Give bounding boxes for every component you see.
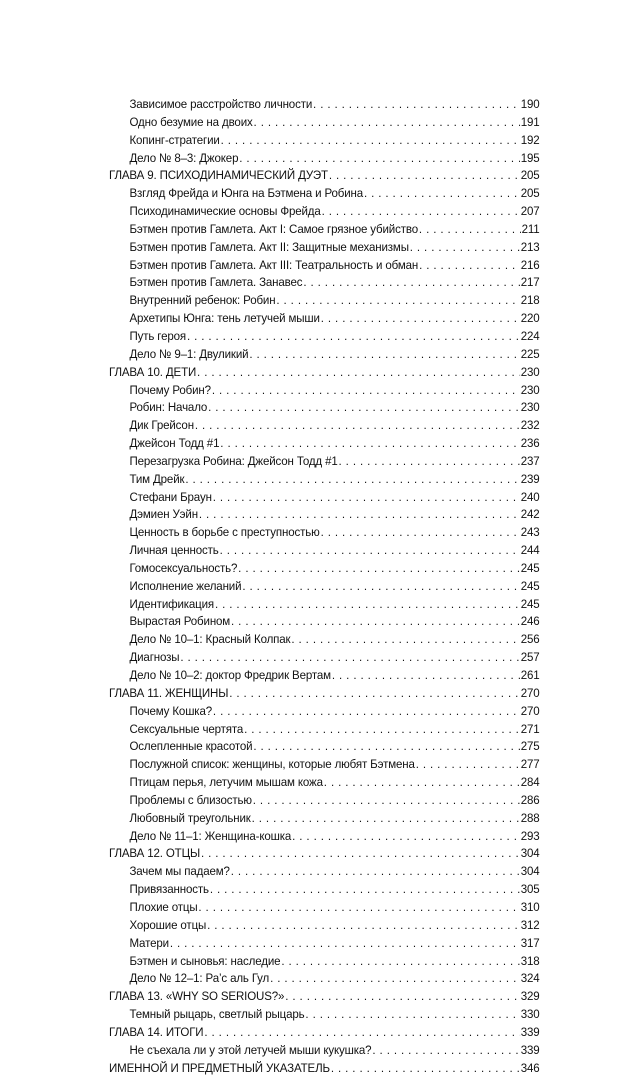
toc-entry-page-number: 245 (520, 560, 540, 575)
dot-leader (221, 132, 520, 150)
toc-entry-title: Дело № 10–1: Красный Колпак (129, 632, 291, 647)
dot-leader (419, 257, 520, 275)
toc-entry-title: Исполнение желаний (129, 578, 242, 593)
toc-entry-title: Архетипы Юнга: тень летучей мыши (129, 311, 320, 326)
toc-section-entry (109, 524, 540, 542)
toc-entry-title: Джейсон Тодд #1 (129, 436, 220, 451)
toc-entry-title: Дело № 8–3: Джокер (129, 150, 239, 165)
toc-entry-title: Плохие отцы (129, 899, 198, 914)
toc-section-entry (109, 382, 540, 400)
toc-entry-page-number: 242 (520, 507, 540, 522)
toc-section-entry (109, 310, 540, 328)
toc-section-entry (109, 560, 540, 578)
dot-leader (253, 738, 519, 756)
toc-entry-title: Бэтмен против Гамлета. Акт II: Защитные механизмы (129, 239, 409, 254)
toc-section-entry (109, 239, 540, 257)
dot-leader (332, 667, 520, 685)
dot-leader (321, 524, 520, 542)
toc-entry-page-number: 275 (520, 739, 540, 754)
toc-section-entry (109, 417, 540, 435)
toc-entry-page-number: 324 (520, 971, 540, 986)
toc-entry-page-number: 245 (520, 596, 540, 611)
toc-entry-page-number: 220 (520, 311, 540, 326)
toc-entry-title: Зачем мы падаем? (129, 864, 230, 879)
toc-entry-page-number: 277 (520, 757, 540, 772)
dot-leader (372, 1042, 519, 1060)
toc-section-entry (109, 953, 540, 971)
toc-chapter-entry (109, 685, 540, 703)
toc-entry-title: Сексуальные чертята (129, 721, 244, 736)
toc-entry-page-number: 271 (520, 721, 540, 736)
toc-section-entry (109, 96, 540, 114)
toc-entry-title: Диагнозы (129, 650, 180, 665)
toc-entry-page-number: 224 (520, 328, 540, 343)
toc-section-entry (109, 792, 540, 810)
toc-entry-page-number: 207 (520, 204, 540, 219)
toc-section-entry (109, 150, 540, 168)
toc-section-entry (109, 292, 540, 310)
toc-entry-title: Стефани Браун (129, 489, 212, 504)
dot-leader (213, 489, 520, 507)
dot-leader (239, 150, 520, 168)
toc-entry-page-number: 304 (520, 864, 540, 879)
toc-entry-title: Одно безумие на двоих (129, 114, 253, 129)
toc-entry-page-number: 329 (520, 989, 540, 1004)
toc-section-entry (109, 613, 540, 631)
toc-entry-page-number: 318 (520, 953, 540, 968)
toc-entry-page-number: 218 (520, 293, 540, 308)
dot-leader (220, 435, 520, 453)
dot-leader (249, 346, 519, 364)
toc-section-entry (109, 756, 540, 774)
toc-entry-page-number: 230 (520, 400, 540, 415)
toc-section-entry (109, 738, 540, 756)
toc-entry-title: Тим Дрейк (129, 471, 185, 486)
toc-entry-page-number: 256 (520, 632, 540, 647)
dot-leader (238, 560, 520, 578)
toc-entry-title: ГЛАВА 13. «WHY SO SERIOUS?» (109, 989, 285, 1004)
toc-section-entry (109, 542, 540, 560)
toc-entry-title: Психодинамические основы Фрейда (129, 204, 321, 219)
dot-leader (187, 328, 520, 346)
dot-leader (170, 935, 520, 953)
toc-section-entry (109, 132, 540, 150)
toc-chapter-entry (109, 845, 540, 863)
dot-leader (201, 845, 520, 863)
toc-entry-page-number: 270 (520, 703, 540, 718)
dot-leader (210, 881, 520, 899)
toc-entry-page-number: 239 (520, 471, 540, 486)
toc-entry-page-number: 216 (520, 257, 540, 272)
dot-leader (215, 596, 520, 614)
toc-section-entry (109, 917, 540, 935)
toc-entry-title: ГЛАВА 12. ОТЦЫ (109, 846, 201, 861)
dot-leader (331, 1060, 520, 1077)
toc-entry-page-number: 339 (520, 1024, 540, 1039)
toc-entry-page-number: 330 (520, 1007, 540, 1022)
toc-entry-title: Дело № 12–1: Ра’с аль Гул (129, 971, 270, 986)
toc-section-entry (109, 399, 540, 417)
toc-entry-title: Дело № 9–1: Двуликий (129, 346, 249, 361)
toc-entry-page-number: 312 (520, 917, 540, 932)
toc-section-entry (109, 1042, 540, 1060)
toc-entry-page-number: 270 (520, 685, 540, 700)
toc-section-entry (109, 596, 540, 614)
dot-leader (180, 649, 519, 667)
toc-entry-title: Личная ценность (129, 543, 219, 558)
toc-entry-page-number: 261 (520, 668, 540, 682)
toc-section-entry (109, 185, 540, 203)
toc-entry-title: Ослепленные красотой (129, 739, 253, 754)
toc-entry-title: Гомосексуальность? (129, 560, 238, 575)
toc-entry-page-number: 205 (520, 186, 540, 201)
toc-entry-title: Не съехала ли у этой летучей мыши кукушка? (129, 1042, 372, 1057)
dot-leader (252, 810, 520, 828)
toc-entry-page-number: 236 (520, 436, 540, 451)
toc-entry-title: Послужной список: женщины, которые любят Бэтмена (129, 757, 415, 772)
dot-leader (324, 774, 520, 792)
toc-entry-title: Матери (129, 935, 169, 950)
toc-entry-page-number: 230 (520, 382, 540, 397)
toc-section-entry (109, 703, 540, 721)
dot-leader (276, 292, 519, 310)
toc-entry-title: Взгляд Фрейда и Юнга на Бэтмена и Робина (129, 186, 364, 201)
toc-entry-page-number: 317 (520, 935, 540, 950)
dot-leader (185, 471, 520, 489)
toc-entry-page-number: 339 (520, 1042, 540, 1057)
toc-entry-title: Дело № 10–2: доктор Фредрик Вертам (129, 668, 331, 682)
toc-entry-title: Перезагрузка Робина: Джейсон Тодд #1 (129, 453, 338, 468)
toc-entry-title: ГЛАВА 14. ИТОГИ (109, 1024, 204, 1039)
dot-leader (270, 970, 520, 988)
toc-section-entry (109, 935, 540, 953)
dot-leader (313, 96, 520, 114)
dot-leader (364, 185, 520, 203)
toc-section-entry (109, 828, 540, 846)
toc-section-entry (109, 489, 540, 507)
toc-entry-title: Проблемы с близостью (129, 792, 252, 807)
toc-entry-title: Ценность в борьбе с преступностью (129, 525, 320, 540)
toc-section-entry (109, 649, 540, 667)
toc-section-entry (109, 471, 540, 489)
toc-entry-page-number: 240 (520, 489, 540, 504)
dot-leader (229, 685, 520, 703)
toc-entry-title: Вырастая Робином (129, 614, 231, 629)
toc-entry-title: ГЛАВА 9. ПСИХОДИНАМИЧЕСКИЙ ДУЭТ (109, 168, 328, 183)
toc-entry-page-number: 310 (520, 899, 540, 914)
toc-entry-page-number: 245 (520, 578, 540, 593)
toc-entry-title: Робин: Начало (129, 400, 208, 415)
toc-section-entry (109, 721, 540, 739)
toc-entry-page-number: 288 (520, 810, 540, 825)
dot-leader (212, 382, 520, 400)
toc-section-entry (109, 578, 540, 596)
toc-entry-page-number: 346 (520, 1060, 540, 1075)
dot-leader (199, 506, 520, 524)
dot-leader (329, 167, 520, 185)
toc-entry-page-number: 304 (520, 846, 540, 861)
toc-entry-page-number: 217 (520, 275, 540, 290)
dot-leader (416, 756, 520, 774)
toc-entry-page-number: 192 (520, 132, 540, 147)
toc-entry-page-number: 230 (520, 364, 540, 379)
dot-leader (242, 578, 520, 596)
toc-section-entry (109, 346, 540, 364)
toc-entry-title: Бэтмен против Гамлета. Акт I: Самое грязное убийство (129, 221, 418, 236)
toc-section-entry (109, 506, 540, 524)
dot-leader (244, 721, 520, 739)
toc-entry-page-number: 284 (520, 775, 540, 790)
toc-entry-title: Любовный треугольник (129, 810, 251, 825)
toc-section-entry (109, 970, 540, 988)
toc-section-entry (109, 328, 540, 346)
toc-entry-page-number: 237 (520, 453, 540, 468)
dot-leader (231, 613, 520, 631)
dot-leader (281, 953, 520, 971)
toc-entry-page-number: 244 (520, 543, 540, 558)
dot-leader (305, 1006, 519, 1024)
toc-chapter-entry (109, 167, 540, 185)
toc-entry-page-number: 293 (520, 828, 540, 843)
toc-entry-title: ГЛАВА 10. ДЕТИ (109, 364, 197, 379)
toc-entry-title: Дэмиен Уэйн (129, 507, 198, 522)
toc-entry-page-number: 190 (520, 97, 540, 111)
toc-section-entry (109, 257, 540, 275)
dot-leader (231, 863, 520, 881)
dot-leader (198, 899, 519, 917)
toc-entry-title: ИМЕННОЙ И ПРЕДМЕТНЫЙ УКАЗАТЕЛЬ (109, 1060, 330, 1075)
toc-section-entry (109, 881, 540, 899)
toc-entry-title: Дик Грейсон (129, 418, 194, 433)
dot-leader (303, 274, 519, 292)
toc-entry-title: Бэтмен и сыновья: наследие (129, 953, 281, 968)
dot-leader (322, 203, 520, 221)
toc-chapter-entry (109, 1060, 540, 1077)
toc-entry-title: Идентификация (129, 596, 215, 611)
toc-entry-page-number: 286 (520, 792, 540, 807)
toc-entry-page-number: 257 (520, 650, 540, 665)
dot-leader (220, 542, 520, 560)
toc-chapter-entry (109, 988, 540, 1006)
dot-leader (204, 1024, 519, 1042)
toc-section-entry (109, 1006, 540, 1024)
toc-section-entry (109, 774, 540, 792)
toc-entry-title: Птицам перья, летучим мышам кожа (129, 775, 323, 790)
dot-leader (213, 703, 520, 721)
toc-entry-page-number: 191 (520, 114, 540, 129)
dot-leader (419, 221, 521, 239)
dot-leader (253, 792, 520, 810)
table-of-contents (109, 96, 540, 1077)
dot-leader (197, 364, 520, 382)
toc-entry-title: Бэтмен против Гамлета. Акт III: Театральность и обман (129, 257, 419, 272)
dot-leader (291, 631, 519, 649)
toc-entry-page-number: 225 (520, 346, 540, 361)
toc-entry-page-number: 213 (520, 239, 540, 254)
dot-leader (292, 828, 520, 846)
toc-entry-title: Почему Кошка? (129, 703, 212, 718)
toc-section-entry (109, 631, 540, 649)
dot-leader (410, 239, 520, 257)
toc-entry-page-number: 246 (520, 614, 540, 629)
dot-leader (254, 114, 520, 132)
toc-entry-page-number: 232 (520, 418, 540, 433)
toc-section-entry (109, 453, 540, 471)
toc-chapter-entry (109, 364, 540, 382)
toc-entry-page-number: 195 (520, 150, 540, 165)
toc-section-entry (109, 435, 540, 453)
toc-entry-title: Зависимое расстройство личности (129, 97, 313, 111)
toc-entry-title: Путь героя (129, 328, 187, 343)
toc-entry-title: Копинг-стратегии (129, 132, 220, 147)
toc-section-entry (109, 203, 540, 221)
toc-entry-title: Привязанность (129, 882, 209, 897)
toc-section-entry (109, 221, 540, 239)
toc-chapter-entry (109, 1024, 540, 1042)
toc-section-entry (109, 114, 540, 132)
dot-leader (321, 310, 520, 328)
toc-entry-title: Хорошие отцы (129, 917, 207, 932)
toc-entry-title: Бэтмен против Гамлета. Занавес (129, 275, 303, 290)
toc-section-entry (109, 863, 540, 881)
toc-entry-page-number: 305 (520, 882, 540, 897)
toc-entry-page-number: 205 (520, 168, 540, 183)
dot-leader (339, 453, 520, 471)
dot-leader (207, 917, 520, 935)
toc-entry-page-number: 211 (521, 221, 540, 236)
toc-entry-title: Дело № 11–1: Женщина-кошка (129, 828, 292, 843)
toc-section-entry (109, 899, 540, 917)
toc-section-entry (109, 810, 540, 828)
toc-entry-title: Темный рыцарь, светлый рыцарь (129, 1007, 305, 1022)
dot-leader (285, 988, 520, 1006)
toc-entry-title: Внутренний ребенок: Робин (129, 293, 276, 308)
dot-leader (195, 417, 520, 435)
toc-section-entry (109, 667, 540, 685)
toc-entry-page-number: 243 (520, 525, 540, 540)
toc-entry-title: Почему Робин? (129, 382, 211, 397)
toc-section-entry (109, 274, 540, 292)
dot-leader (208, 399, 520, 417)
toc-entry-title: ГЛАВА 11. ЖЕНЩИНЫ (109, 685, 229, 700)
